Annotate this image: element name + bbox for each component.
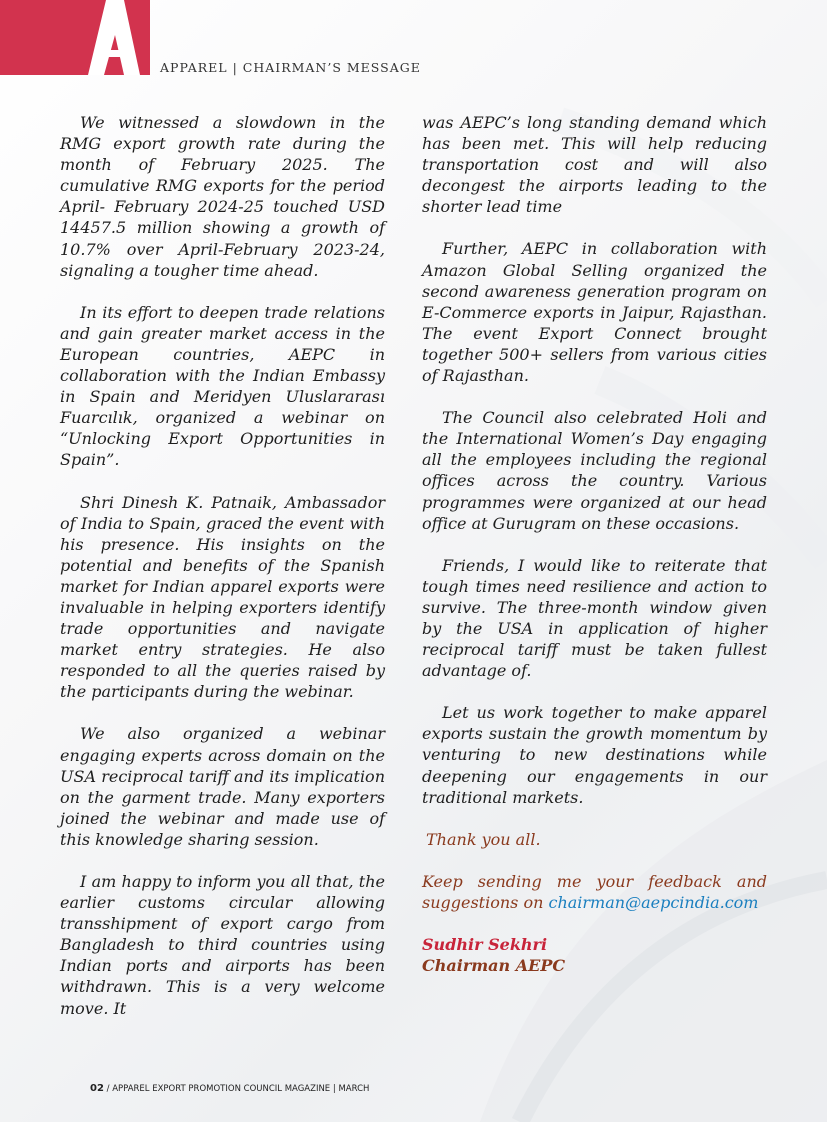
feedback-text: Keep sending me your feedback and suggestions on <box>422 871 767 912</box>
header-separator: | <box>232 60 238 75</box>
logo-letter-a-icon <box>0 0 150 75</box>
paragraph: was AEPC’s long standing demand which has been met. This will help reducing transportation cost and will also decongest the airports leading to the shorter lead time <box>422 113 767 217</box>
section-label: APPAREL <box>160 60 228 75</box>
magazine-logo <box>0 0 150 75</box>
paragraph: Friends, I would like to reiterate that tough times need resilience and action to survive. The three-month window given by the USA in application of higher reciprocal tariff must be taken fullest advantage of. <box>422 555 767 681</box>
left-column <box>60 112 385 1040</box>
paragraph: We witnessed a slowdown in the RMG export growth rate during the month of February 2025. The cumulative RMG exports for the period April- February 2024-25 touched USD 14457.5 million showing a growth of 10.7% over April-February 2023-24, signaling a tougher time ahead. <box>60 113 385 280</box>
signatory-name: Sudhir Sekhri <box>422 935 548 954</box>
paragraph: Further, AEPC in collaboration with Amazon Global Selling organized the second awareness generation program on E-Commerce exports in Jaipur, Rajasthan. The event Export Connect brought together 500+ sellers from various cities of Rajasthan. <box>422 239 767 386</box>
paragraph: I am happy to inform you all that, the earlier customs circular allowing transshipment of export cargo from Bangladesh to third countries using Indian ports and airports has been withdrawn. This is a very welcome move. It <box>60 872 385 1018</box>
page-footer <box>90 1083 369 1094</box>
thanks-line: Thank you all. <box>426 829 541 849</box>
right-column <box>422 112 767 976</box>
page-number: 02 <box>90 1083 104 1094</box>
paragraph: In its effort to deepen trade relations and gain greater market access in the European countries, AEPC in collaboration with the Indian Embassy in Spain and Meridyen Uluslararası Fuarcılık, organized a webinar on “Unlocking Export Opportunities in Spain”. <box>60 302 385 470</box>
footer-text: / APPAREL EXPORT PROMOTION COUNCIL MAGAZINE | MARCH <box>106 1084 370 1094</box>
signatory-title: Chairman AEPC <box>422 956 566 975</box>
paragraph: We also organized a webinar engaging experts across domain on the USA reciprocal tariff and its implication on the garment trade. Many exporters joined the webinar and made use of this knowledge sharing session. <box>60 724 385 849</box>
paragraph: Shri Dinesh K. Patnaik, Ambassador of India to Spain, graced the event with his presence. His insights on the potential and benefits of the Spanish market for Indian apparel exports were invaluable in helping exporters identify trade opportunities and navigate market entry strategies. He also responded to all the queries raised by the participants during the webinar. <box>60 492 385 702</box>
paragraph: The Council also celebrated Holi and the International Women’s Day engaging all the employees including the regional offices across the country. Various programmes were organized at our head office at Gurugram on these occasions. <box>422 408 767 533</box>
section-title: CHAIRMAN’S MESSAGE <box>242 60 421 75</box>
feedback-line <box>422 871 767 913</box>
email-link[interactable]: chairman@aepcindia.com <box>548 892 759 912</box>
paragraph: Let us work together to make apparel exports sustain the growth momentum by venturing to new destinations while deepening our engagements in our traditional markets. <box>422 703 767 807</box>
section-header <box>160 60 421 75</box>
